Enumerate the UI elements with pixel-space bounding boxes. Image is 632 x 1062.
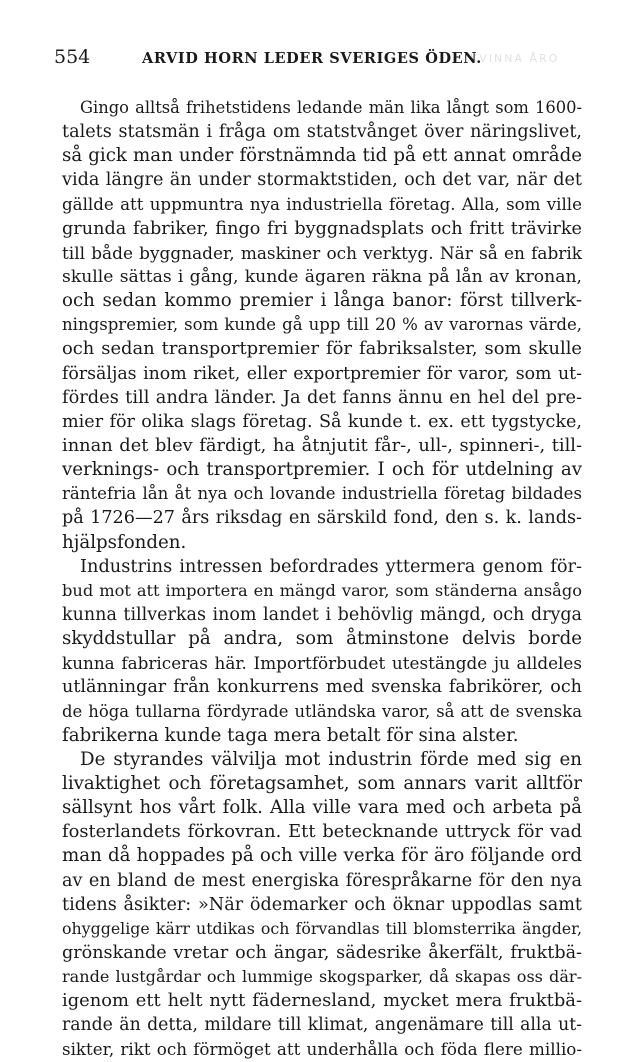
text-line: de höga tullarna fördyrade utländska varor, så att de svenska — [62, 701, 582, 721]
text-line: verknings- och transportpremier. I och för utdelning av — [62, 459, 582, 481]
bleed-through-text: KVINNA ÅRO — [470, 52, 560, 65]
page-number: 554 — [54, 46, 91, 68]
text-line: Gingo alltså frihetstidens ledande män lika långt som 1600- — [80, 98, 582, 117]
text-line: gällde att uppmuntra nya industriella företag. Alla, som ville — [62, 194, 582, 214]
text-line: till både byggnader, maskiner och verktyg. När så en fabrik — [62, 242, 582, 263]
text-line: igenom ett helt nytt fädernesland, mycket mera fruktbä- — [62, 990, 582, 1012]
text-line: tidens åsikter: »När ödemarker och öknar uppodlas samt — [62, 894, 582, 915]
text-line: fosterlandets förkovran. Ett betecknande uttryck för vad — [62, 821, 582, 843]
text-line: så gick man under förstnämnda tid på ett annat område — [62, 145, 582, 167]
text-line: De styrandes välvilja mot industrin förde med sig en — [80, 748, 582, 770]
text-line: fabrikerna kunde taga mera betalt för sina alster. — [62, 724, 519, 746]
text-line: innan det blev färdigt, ha åtnjutit får-, ull-, spinneri-, till- — [62, 434, 582, 456]
running-head: ARVID HORN LEDER SVERIGES ÖDEN. — [142, 50, 482, 67]
text-line: rande än detta, mildare till klimat, angenämare till alla ut- — [62, 1015, 582, 1036]
text-line: och sedan kommo premier i långa banor: först tillverk- — [62, 290, 582, 312]
text-line: ohyggelige kärr utdikas och förvandlas till blomsterrika ängder, — [62, 918, 582, 938]
text-line: Industrins intressen befordrades yttermera genom för- — [80, 556, 582, 577]
text-line: mier för olika slags företag. Så kunde t. ex. ett tygstycke, — [62, 411, 582, 432]
text-line: skulle sättas i gång, kunde ägaren räkna på lån av kronan, — [62, 266, 582, 287]
text-line: ningspremier, som kunde gå upp till 20 % av varornas värde, — [62, 315, 582, 335]
text-line: kunna fabriceras här. Importförbudet utestängde ju alldeles — [62, 653, 582, 674]
text-line: sällsynt hos vårt folk. Alla ville vara med och arbeta på — [62, 797, 582, 819]
text-line: vida längre än under stormaktstiden, och det var, när det — [62, 170, 582, 191]
text-line: skyddstullar på andra, som åtminstone delvis borde — [62, 628, 582, 650]
text-line: grönskande vretar och ängar, sädesrike åkerfält, fruktbä- — [62, 942, 582, 963]
text-line: fördes till andra länder. Ja det fanns ännu en hel del pre- — [62, 386, 582, 408]
text-line: talets statsmän i fråga om statstvånget över näringslivet, — [62, 122, 582, 143]
text-line: hjälpsfonden. — [62, 531, 187, 553]
text-line: utlänningar från konkurrens med svenska fabrikörer, och — [62, 677, 582, 698]
text-line: på 1726—27 års riksdag en särskild fond, den s. k. lands- — [62, 508, 582, 529]
text-line: bud mot att importera en mängd varor, som ständerna ansågo — [62, 580, 582, 600]
text-line: av en bland de mest energiska förespråkarne för den nya — [62, 870, 582, 891]
text-line: livaktighet och företagsamhet, som annars varit alltför — [62, 772, 582, 794]
text-line: grunda fabriker, fingo fri byggnadsplats och fritt trävirke — [62, 218, 582, 239]
text-line: kunna tillverkas inom landet i behövlig mängd, och dryga — [62, 604, 582, 625]
text-line: försäljas inom riket, eller exportpremier för varor, som ut- — [62, 363, 582, 384]
text-line: räntefria lån åt nya och lovande industriella företag bildades — [62, 484, 582, 504]
text-line: och sedan transportpremier för fabriksalster, som skulle — [62, 338, 582, 360]
text-line: man då hoppades på och ville verka för äro följande ord — [62, 845, 582, 867]
text-line: rande lustgårdar och lummige skogsparker, då skapas oss där- — [62, 967, 582, 987]
text-line: sikter, rikt och förmöget att underhålla och föda flere millio- — [62, 1039, 582, 1060]
body-text — [62, 96, 582, 1062]
page-header — [54, 46, 584, 70]
